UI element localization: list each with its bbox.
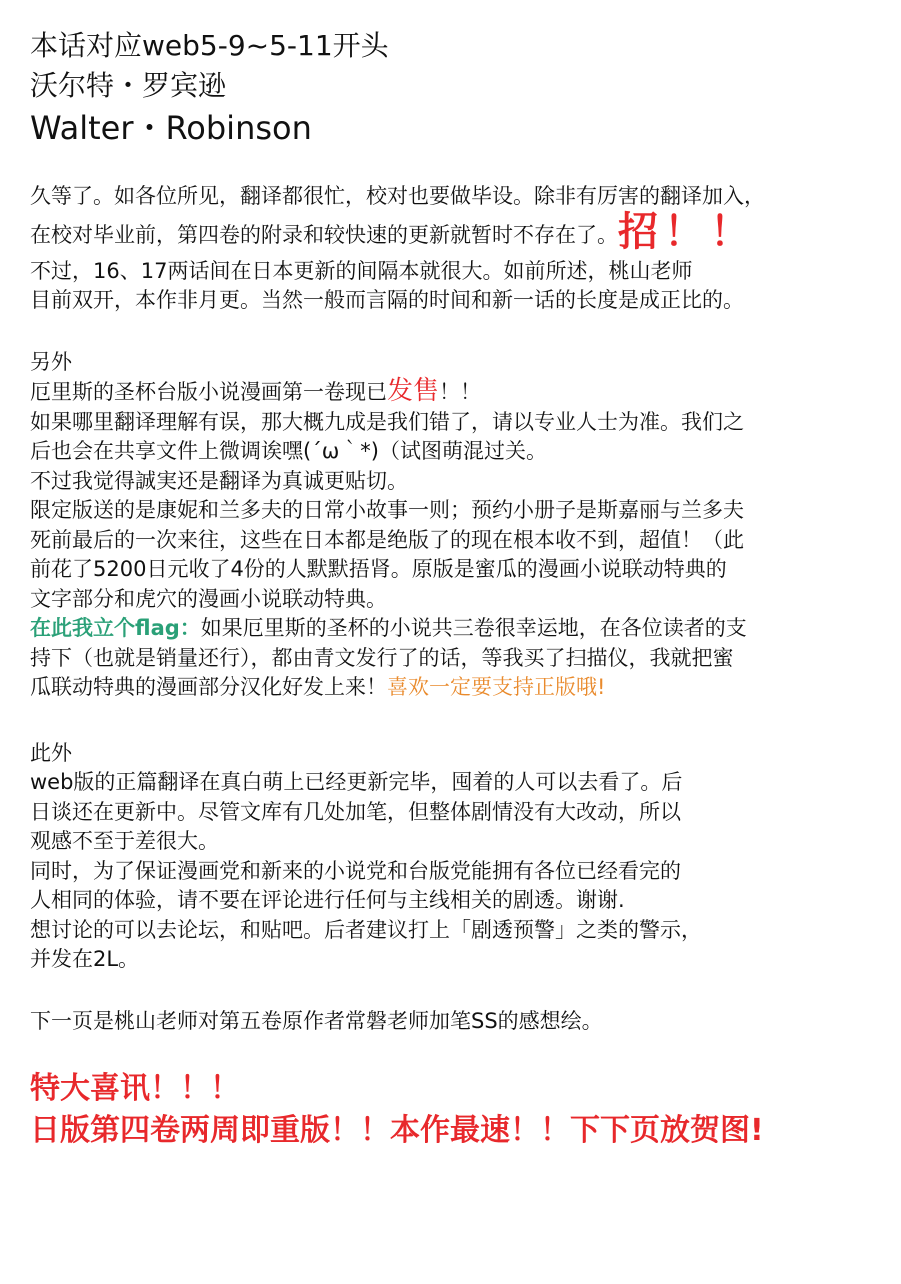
section-line: 持下（也就是销量还行），都由青文发行了的话，等我买了扫描仪，我就把蜜 xyxy=(30,645,734,670)
recruit-callout: 招！！ xyxy=(618,208,756,255)
flag-text: 瓜联动特典的漫画部分汉化好发上来！ xyxy=(30,675,387,699)
support-official-highlight: 喜欢一定要支持正版哦! xyxy=(387,675,606,699)
besides-section xyxy=(30,739,880,975)
section-line xyxy=(30,377,880,408)
release-suffix: ！！ xyxy=(439,380,482,404)
spacer xyxy=(30,703,880,739)
section-line: web版的正篇翻译在真白萌上已经更新完毕，囤着的人可以去看了。后 xyxy=(30,770,683,794)
section-line: 并发在2L。 xyxy=(30,947,140,971)
next-page-note: 下一页是桃山老师对第五卷原作者常磐老师加笔SS的感想绘。 xyxy=(30,1008,603,1033)
section-line xyxy=(30,614,880,644)
intro-text: 在校对毕业前，第四卷的附录和较快速的更新就暂时不存在了。 xyxy=(30,222,618,247)
section-line: 文字部分和虎穴的漫画小说联动特典。 xyxy=(30,586,387,611)
intro-section xyxy=(30,182,880,316)
spacer xyxy=(30,1036,880,1068)
another-section xyxy=(30,348,880,703)
section-line: 日谈还在更新中。尽管文库有几处加笔，但整体剧情没有大改动，所以 xyxy=(30,799,681,824)
section-line: 限定版送的是康妮和兰多夫的日常小故事一则；预约小册子是斯嘉丽与兰多夫 xyxy=(30,498,744,522)
flag-text: 如果厄里斯的圣杯的小说共三卷很幸运地，在各位读者的支 xyxy=(200,616,747,640)
section-line: 同时，为了保证漫画党和新来的小说党和台版党能拥有各位已经看完的 xyxy=(30,858,681,883)
news-headline: 特大喜讯！！！ xyxy=(30,1071,240,1106)
character-name-cn: 沃尔特・罗宾逊 xyxy=(30,69,227,102)
section-line: 不过我觉得誠実还是翻译为真诚更贴切。 xyxy=(30,468,408,493)
flag-highlight: 在此我立个flag： xyxy=(30,616,201,640)
section-line: 后也会在共享文件上微调诶嘿(´ω｀*)（试图萌混过关。 xyxy=(30,439,547,463)
section-line: 观感不至于差很大。 xyxy=(30,829,219,853)
intro-line xyxy=(30,208,880,257)
intro-line: 目前双开，本作非月更。当然一般而言隔的时间和新一话的长度是成正比的。 xyxy=(30,288,744,312)
news-detail: 日版第四卷两周即重版！！本作最速！！下下页放贺图! xyxy=(30,1113,764,1148)
spacer xyxy=(30,150,880,182)
spacer xyxy=(30,975,880,1007)
release-text: 厄里斯的圣杯台版小说漫画第一卷现已 xyxy=(30,380,387,404)
section-line: 如果哪里翻译理解有误，那大概九成是我们错了，请以专业人士为准。我们之 xyxy=(30,409,744,434)
intro-line: 久等了。如各位所见，翻译都很忙，校对也要做毕设。除非有厉害的翻译加入， xyxy=(30,184,765,208)
section-heading: 此外 xyxy=(30,740,72,765)
section-line xyxy=(30,673,880,703)
section-line: 想讨论的可以去论坛，和贴吧。后者建议打上「剧透预警」之类的警示， xyxy=(30,917,702,942)
spacer xyxy=(30,316,880,348)
chapter-header xyxy=(30,26,880,150)
big-news xyxy=(30,1068,880,1152)
section-line: 死前最后的一次来往，这些在日本都是绝版了的现在根本收不到，超值！（此 xyxy=(30,527,744,552)
section-heading: 另外 xyxy=(30,349,72,374)
section-line: 前花了5200日元收了4份的人默默捂肾。原版是蜜瓜的漫画小说联动特典的 xyxy=(30,557,727,581)
intro-line: 不过，16、17两话间在日本更新的间隔本就很大。如前所述，桃山老师 xyxy=(30,258,693,283)
character-name-en: Walter・Robinson xyxy=(30,109,312,147)
notice-page xyxy=(30,26,880,1152)
section-line: 人相同的体验，请不要在评论进行任何与主线相关的剧透。谢谢. xyxy=(30,888,625,912)
on-sale-highlight: 发售 xyxy=(387,376,440,406)
chapter-reference: 本话对应web5-9~5-11开头 xyxy=(30,29,389,62)
